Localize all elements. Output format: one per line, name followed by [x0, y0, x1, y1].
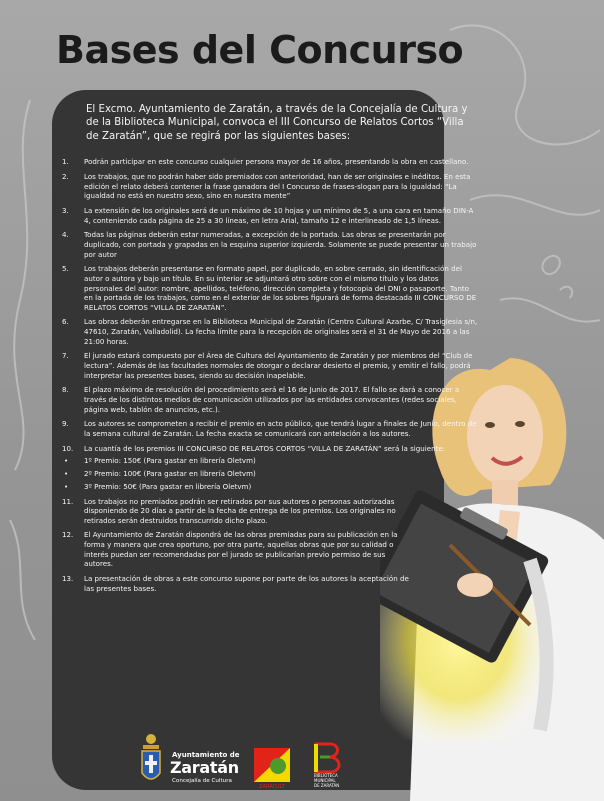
rule-text: Los trabajos no premiados podrán ser retirados por sus autores o personas autorizadas disponiendo de 20 días a partir de la fecha de entrega de los premios. Los originales no retirados serán destruidos transcurrido dicho plazo. [84, 496, 396, 525]
prize-item [62, 456, 478, 466]
bullet: • [64, 481, 69, 491]
rule-number: 9. [62, 419, 69, 429]
rule-text: La presentación de obras a este concurso supone por parte de los autores la aceptación de las presentes bases. [84, 574, 409, 593]
bullet: • [64, 456, 69, 466]
rule-item [62, 419, 478, 438]
rule-item [62, 497, 414, 526]
rule-text: Podrán participar en este concurso cualquier persona mayor de 16 años, presentando la obra en castellano. [84, 157, 469, 167]
rule-number: 13. [62, 574, 74, 584]
rule-number: 2. [62, 172, 69, 181]
rule-item [62, 172, 478, 201]
rule-text: La extensión de los originales será de un máximo de 10 hojas y un mínimo de 5, a una cara en tamaño DIN-A 4, conteniendo cada página de 25 a 30 líneas, en letra Arial, tamaño 12 e interlineado de 1,5 líneas. [84, 205, 474, 225]
rule-text: Los trabajos, que no podrán haber sido premiados con anterioridad, han de ser originales e inéditos. En esta edición el relato deberá contener la frase ganadora del I Concurso de frases-slogan para la igualdad: “La igualdad no está en nuestro sexo, sino en nuestra mente” [84, 172, 471, 201]
rule-text: Todas las páginas deberán estar numeradas, a excepción de la portada. Las obras se presentarán por duplicado, con portada y grapadas en la esquina superior izquierda. Solamente se puede presentar un trabajo por autor [84, 230, 477, 259]
rule-item [62, 385, 478, 414]
ayto-label-big: Zaratán [170, 758, 239, 777]
rule-number: 4. [62, 230, 69, 240]
rule-text: El Ayuntamiento de Zaratán dispondrá de las obras premiadas para su publicación en la forma y manera que crea oportuno, por otra parte, aquellas obras que por su calidad o interés puedan ser recomendadas por el jurado se publicarían previo permiso de sus autores. [84, 530, 398, 569]
rule-item [62, 230, 478, 259]
biblioteca-line1: BIBLIOTECA [314, 773, 338, 778]
prize-item [62, 469, 478, 479]
zaracult-label: ZARACULT [259, 784, 285, 790]
rule-number: 6. [62, 317, 69, 327]
rule-item [62, 574, 414, 593]
biblioteca-line3: DE ZARATÁN [314, 783, 340, 788]
rule-item [62, 351, 478, 380]
ayto-label-small: Ayuntamiento de [172, 751, 240, 759]
rule-number: 3. [62, 205, 69, 215]
rule-item [62, 317, 478, 346]
rule-item [62, 264, 478, 312]
rule-number: 8. [62, 385, 69, 395]
rule-number: 11. [62, 496, 74, 506]
prize-item [62, 482, 478, 492]
rule-text: El jurado estará compuesto por el Área de Cultura del Ayuntamiento de Zaratán y por miembros del “Club de lectura”. Además de las facultades normales de otorgar o declarar desierto el premio, y emitir el fallo, podrá interpretar las presentes bases, siendo su decisión inapelable. [84, 351, 473, 380]
prize-text: 2º Premio: 100€ (Para gastar en librería Oletvm) [84, 469, 256, 479]
biblioteca-label [314, 773, 339, 788]
rule-number: 10. [62, 443, 74, 453]
rule-number: 7. [62, 351, 69, 361]
page-title: Bases del Concurso [56, 28, 464, 72]
rule-text: Los trabajos deberán presentarse en formato papel, por duplicado, en sobre cerrado, sin identificación del autor o autora y bajo un título. En su interior se adjuntará otro sobre con el mismo título y los datos personales del autor: nombre, apellidos, teléfono, dirección completa y fotocopia del DNI o pasaporte. Tanto en la portada de los trabajos, como en el exterior de los sobres figurará de forma destacada III CONCURSO DE RELATOS CORTOS “VILLA DE ZARATÁN”. [84, 264, 477, 312]
ayto-label-sub: Concejalía de Cultura [172, 778, 232, 784]
zaracult-logo [252, 744, 292, 790]
rules-content [62, 103, 478, 598]
rule-text: El plazo máximo de resolución del procedimiento será el 16 de Junio de 2017. El fallo se dará a conocer a través de los distintos medios de comunicación utilizados por las entidades convocantes (redes sociales, página web, tablón de anuncios, etc.). [84, 385, 460, 414]
rule-text: Las obras deberán entregarse en la Biblioteca Municipal de Zaratán (Centro Cultural Azarbe, C/ Trasiglesia s/n, 47610, Zaratán, Valladolid). La fecha límite para la recepción de originales será el 31 de Mayo de 2016 a las 21:00 horas. [84, 317, 478, 346]
rule-item [62, 530, 414, 568]
intro-paragraph: El Excmo. Ayuntamiento de Zaratán, a través de la Concejalía de Cultura y de la Biblioteca Municipal, convoca el III Concurso de Relatos Cortos “Villa de Zaratán”, que se regirá por las siguientes bases: [86, 104, 468, 142]
rule-text: La cuantía de los premios III CONCURSO DE RELATOS CORTOS “VILLA DE ZARATÁN” será la siguiente: [84, 443, 446, 453]
rule-item [62, 444, 478, 454]
rule-number: 12. [62, 530, 74, 540]
prize-text: 1º Premio: 150€ (Para gastar en librería Oletvm) [84, 456, 256, 466]
zaratan-crest-icon [140, 733, 162, 787]
rule-text: Los autores se comprometen a recibir el premio en acto público, que tendrá lugar a finales de Junio, dentro de la semana cultural de Zaratán. La fecha exacta se comunicará con antelación a los autores. [84, 419, 477, 438]
biblioteca-line2: MUNICIPAL [314, 778, 336, 783]
rule-item [62, 157, 478, 167]
prize-text: 3º Premio: 50€ (Para gastar en librería Oletvm) [84, 481, 252, 491]
bullet: • [64, 469, 69, 479]
rule-number: 5. [62, 264, 69, 274]
rules-list [62, 157, 478, 593]
rule-number: 1. [62, 157, 69, 167]
rule-item [62, 206, 478, 225]
